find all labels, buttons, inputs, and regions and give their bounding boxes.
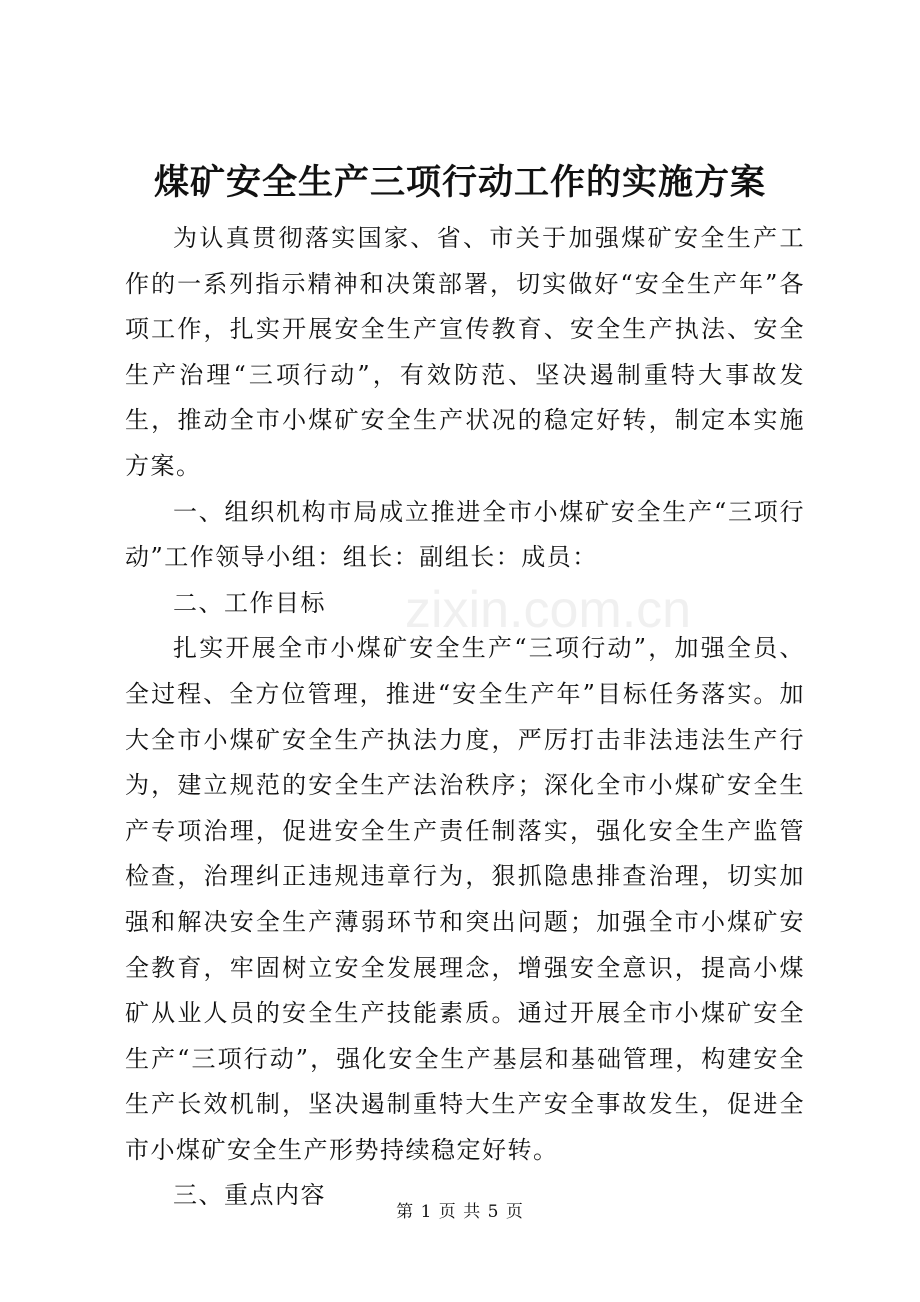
organization-paragraph: 一、组织机构市局成立推进全市小煤矿安全生产“三项行动”工作领导小组：组长：副组长：成员： bbox=[125, 497, 805, 572]
section-heading-goals: 二、工作目标 bbox=[173, 588, 326, 617]
goals-paragraph: 扎实开展全市小煤矿安全生产“三项行动”，加强全员、全过程、全方位管理，推进“安全生产年”目标任务落实。加大全市小煤矿安全生产执法力度，严厉打击非法违法生产行为，建立规范的安全生产法治秩序；深化全市小煤矿安全生产专项治理，促进安全生产责任制落实，强化安全生产监管检查，治理纠正违规违章行为，狠抓隐患排查治理，切实加强和解决安全生产薄弱环节和突出问题；加强全市小煤矿安全教育，牢固树立安全发展理念，增强安全意识，提高小煤矿从业人员的安全生产技能素质。通过开展全市小煤矿安全生产“三项行动”，强化安全生产基层和基础管理，构建安全生产长效机制，坚决遏制重特大生产安全事故发生，促进全市小煤矿安全生产形势持续稳定好转。 bbox=[125, 634, 805, 1164]
intro-paragraph: 为认真贯彻落实国家、省、市关于加强煤矿安全生产工作的一系列指示精神和决策部署，切实做好“安全生产年”各项工作，扎实开展安全生产宣传教育、安全生产执法、安全生产治理“三项行动”，有效防范、坚决遏制重特大事故发生，推动全市小煤矿安全生产状况的稳定好转，制定本实施方案。 bbox=[125, 224, 805, 480]
document-body bbox=[125, 216, 805, 1219]
page-footer: 第 1 页 共 5 页 bbox=[396, 1202, 524, 1222]
document-title: 煤矿安全生产三项行动工作的实施方案 bbox=[153, 162, 766, 203]
watermark-logo: zixin.com.cn bbox=[405, 581, 692, 639]
section-heading-key-content: 三、重点内容 bbox=[173, 1181, 326, 1210]
